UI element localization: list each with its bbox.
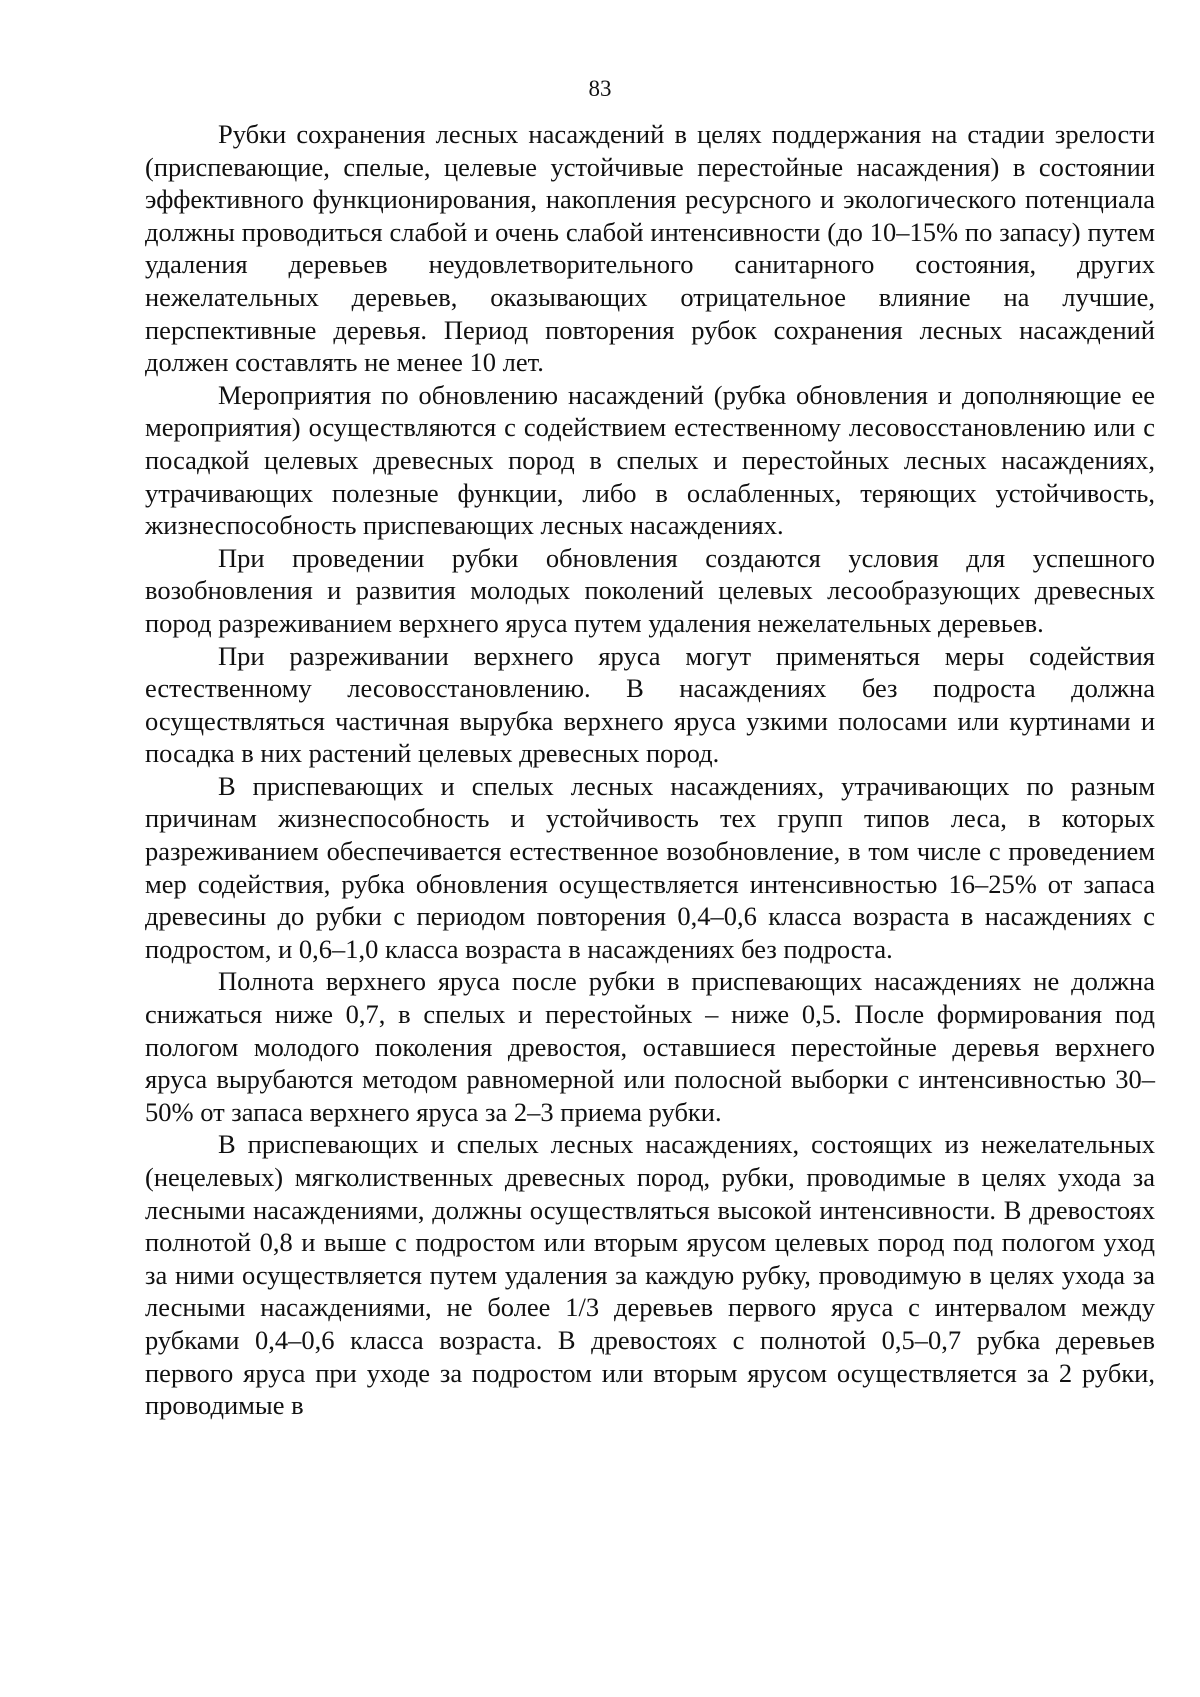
paragraph-7: В приспевающих и спелых лесных насаждениях, состоящих из нежелательных (нецелевых) мягколиственных древесных пород, рубки, проводимые в целях ухода за лесными насаждениями, должны осуществляться высокой интенсивности. В древостоях полнотой 0,8 и выше с подростом или вторым ярусом целевых пород под пологом уход за ними осуществляется путем удаления за каждую рубку, проводимую в целях ухода за лесными насаждениями, не более 1/3 деревьев первого яруса с интервалом между рубками 0,4–0,6 класса возраста. В древостоях с полнотой 0,5–0,7 рубка деревьев первого яруса при уходе за подростом или вторым ярусом осуществляется за 2 рубки, проводимые в bbox=[145, 1129, 1155, 1421]
paragraph-1: Рубки сохранения лесных насаждений в целях поддержания на стадии зрелости (приспевающие, спелые, целевые устойчивые перестойные насаждения) в состоянии эффективного функционирования, накопления ресурсного и экологического потенциала должны проводиться слабой и очень слабой интенсивности (до 10–15% по запасу) путем удаления деревьев неудовлетворительного санитарного состояния, других нежелательных деревьев, оказывающих отрицательное влияние на лучшие, перспективные деревья. Период повторения рубок сохранения лесных насаждений должен составлять не менее 10 лет. bbox=[145, 119, 1155, 378]
paragraph-3: При проведении рубки обновления создаются условия для успешного возобновления и развития молодых поколений целевых лесообразующих древесных пород разреживанием верхнего яруса путем удаления нежелательных деревьев. bbox=[145, 542, 1155, 638]
paragraph-4: При разреживании верхнего яруса могут применяться меры содействия естественному лесовосстановлению. В насаждениях без подроста должна осуществляться частичная вырубка верхнего яруса узкими полосами или куртинами и посадка в них растений целевых древесных пород. bbox=[145, 640, 1155, 769]
paragraph-6: Полнота верхнего яруса после рубки в приспевающих насаждениях не должна снижаться ниже 0,7, в спелых и перестойных – ниже 0,5. После формирования под пологом молодого поколения древостоя, оставшиеся перестойные деревья верхнего яруса вырубаются методом равномерной или полосной выборки с интенсивностью 30–50% от запаса верхнего яруса за 2–3 приема рубки. bbox=[145, 966, 1155, 1127]
paragraph-5: В приспевающих и спелых лесных насаждениях, утрачивающих по разным причинам жизнеспособность и устойчивость тех групп типов леса, в которых разреживанием обеспечивается естественное возобновление, в том числе с проведением мер содействия, рубка обновления осуществляется интенсивностью 16–25% от запаса древесины до рубки с периодом повторения 0,4–0,6 класса возраста в насаждениях с подростом, и 0,6–1,0 класса возраста в насаждениях без подроста. bbox=[145, 770, 1155, 964]
page-number: 83 bbox=[588, 76, 612, 101]
paragraph-2: Мероприятия по обновлению насаждений (рубка обновления и дополняющие ее мероприятия) осуществляются с содействием естественному лесовосстановлению или с посадкой целевых древесных пород в спелых и перестойных лесных насаждениях, утрачивающих полезные функции, либо в ослабленных, теряющих устойчивость, жизнеспособность приспевающих лесных насаждениях. bbox=[145, 379, 1155, 541]
document-body bbox=[145, 118, 1155, 1422]
